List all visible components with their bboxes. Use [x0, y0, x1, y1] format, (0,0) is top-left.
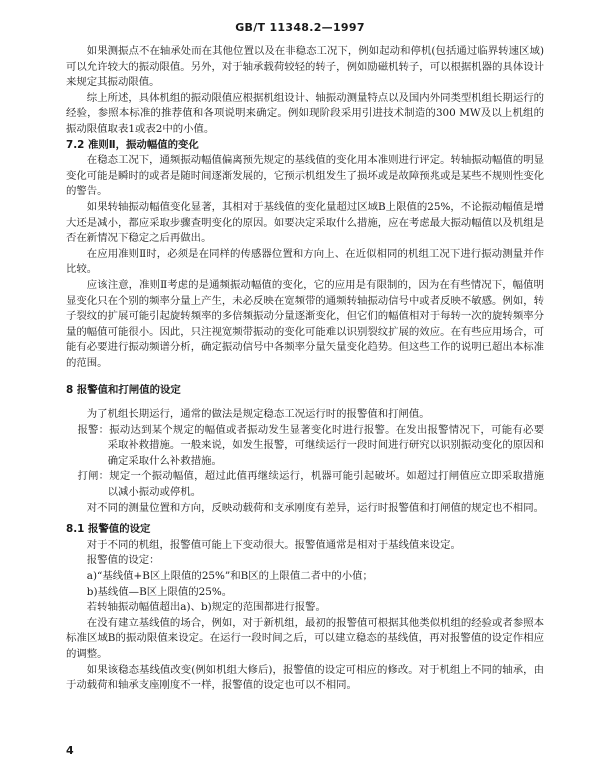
- paragraph: 对不同的测量位置和方向，反映动载荷和支承刚度有差异，运行时报警值和打闸值的规定也不相同。: [86, 501, 544, 514]
- paragraph: 如果该稳态基线值改变(例如机组大修后)，报警值的设定可相应的修改。对于机组上不同的轴承，由于动载荷和轴承支座刚度不一样，报警值的设定也可以不相同。: [66, 663, 544, 692]
- list-item-a: a)“基线值+B区上限值的25%”和B区的上限值二者中的小值；: [86, 570, 373, 582]
- list-item-b: b)基线值—B区上限值的25%。: [86, 585, 233, 598]
- paragraph: 对于不同的机组，报警值可能上下变动很大。报警值通常是相对于基线值来设定。: [86, 538, 461, 551]
- definition-trip: 打闸：规定一个振动幅值，超过此值再继续运行，机器可能引起破坏。如超过打闸值应立即采取措施以减小振动或停机。: [77, 470, 544, 499]
- paragraph: 若转轴振动幅值超出a)、b)规定的范围都进行报警。: [86, 601, 326, 614]
- paragraph: 在没有建立基线值的场合，例如，对于新机组，最初的报警值可根据其他类似机组的经验或者参照本标准区域B的振动限值来设定。在运行一段时间之后，可以建立稳态的基线值，再对报警值的设定作相应的调整。: [66, 616, 544, 660]
- paragraph: 如果测振点不在轴承处而在其他位置以及在非稳态工况下，例如起动和停机(包括通过临界转速区域)可以允许较大的振动限值。另外，对于轴承载荷较轻的转子，例如励磁机转子，可以根据机器的具体设计来规定其振动限值。: [66, 45, 544, 89]
- paragraph: 综上所述，具体机组的振动限值应根据机组设计、轴振动测量特点以及国内外同类型机组长期运行的经验，参照本标准的推荐值和各项说明来确定。例如现阶段采用引进技术制造的300 MW及以上机组的振动限值取表1或表2中的小值。: [66, 91, 544, 135]
- paragraph: 在稳态工况下，通频振动幅值偏离预先规定的基线值的变化用本准则进行评定。转轴振动幅值的明显变化可能是瞬时的或者是随时间逐渐发展的，它预示机组发生了损坏或是故障预兆或是某些不规则性变化的警告。: [66, 154, 544, 198]
- page-number: 4: [66, 744, 74, 757]
- section-heading-7-2: 7.2 准则Ⅱ，振动幅值的变化: [66, 138, 199, 151]
- paragraph: 报警值的设定：: [86, 554, 160, 567]
- definition-alarm: 报警：振动达到某个规定的幅值或者振动发生显著变化时进行报警。在发出报警情况下，可能有必要采取补救措施。一般来说，如发生报警，可继续运行一段时间进行研究以识别振动变化的原因和确定采取什么补救措施。: [77, 423, 544, 467]
- paragraph: 在应用准则Ⅱ时，必须是在同样的传感器位置和方向上、在近似相同的机组工况下进行振动测量并作比较。: [66, 247, 544, 276]
- section-heading-8-1: 8.1 报警值的设定: [66, 523, 151, 536]
- section-heading-8: 8 报警值和打闸值的设定: [66, 384, 181, 397]
- paragraph: 如果转轴振动幅值变化显著，其相对于基线值的变化量超过区域B上限值的25%，不论振动幅值是增大还是减小，都应采取步骤查明变化的原因。如要决定采取什么措施，应在考虑最大振动幅值以及机组是否在新情况下稳定之后再做出。: [66, 200, 544, 245]
- document-body: [66, 44, 544, 694]
- standard-number-header: GB/T 11348.2—1997: [235, 21, 365, 34]
- paragraph: 为了机组长期运行，通常的做法是规定稳态工况运行时的报警值和打闸值。: [86, 408, 430, 421]
- paragraph: 应该注意，准则Ⅱ考虑的是通频振动幅值的变化，它的应用是有限制的，因为在有些情况下，幅值明显变化只在个别的频率分量上产生，未必反映在宽频带的通频转轴振动信号中或者反映不敏感。例如，转子裂纹的扩展可能引起旋转频率的多倍频振动分量逐渐变化，但它们的幅值相对于每转一次的旋转频率分量的幅值可能很小。因此，只注视宽频带振动的变化可能难以识别裂纹扩展的效应。在有些应用场合，可能有必要进行振动频谱分析，确定振动信号中各频率分量矢量变化趋势。但这些工作的说明已超出本标准的范围。: [66, 278, 544, 369]
